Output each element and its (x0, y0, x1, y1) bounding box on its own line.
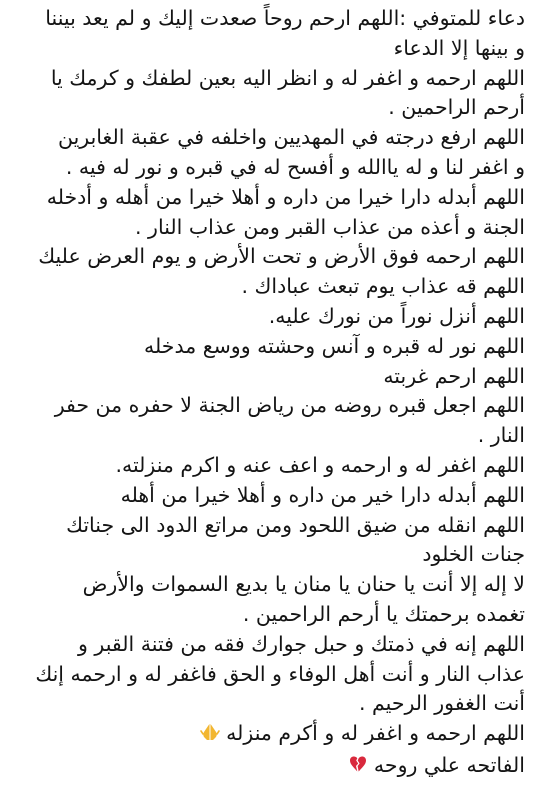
prayer-line: اللهم أبدله دارا خير من داره و أهلا خيرا من أهله (120, 482, 525, 507)
prayer-paragraph (8, 242, 525, 302)
prayer-paragraph (8, 4, 525, 64)
prayer-paragraph (8, 183, 525, 243)
prayer-line: اللهم اغفر له و ارحمه و اعف عنه و اكرم منزلته. (115, 452, 525, 477)
prayer-line: أرحم الراحمين . (388, 95, 525, 120)
prayer-line: الجنة و أعذه من عذاب القبر ومن عذاب النار . (135, 214, 525, 239)
prayer-line: اللهم انقله من ضيق اللحود ومن مراتع الدود الى جناتك (66, 512, 525, 537)
prayer-line: اللهم ارحم غربته (383, 363, 525, 388)
prayer-line (8, 751, 525, 783)
prayer-paragraph (8, 751, 525, 783)
prayer-paragraph (8, 123, 525, 183)
prayer-paragraph (8, 332, 525, 362)
prayer-line: و اغفر لنا و له ياالله و أفسح له في قبره و نور له فيه . (65, 154, 525, 179)
prayer-line: تغمده برحمتك يا أرحم الراحمين . (242, 601, 525, 626)
prayer-text (8, 4, 525, 783)
prayer-paragraph (8, 362, 525, 392)
prayer-paragraph (8, 719, 525, 751)
prayer-line: لا إله إلا أنت يا حنان يا منان يا بديع السموات والأرض (82, 572, 525, 597)
prayer-line: أنت الغفور الرحيم . (358, 691, 525, 716)
prayer-line: اللهم ارحمه و اغفر له و انظر اليه بعين لطفك و كرمك يا (50, 65, 525, 90)
prayer-paragraph (8, 64, 525, 124)
prayer-line-text: اللهم ارحمه و اغفر له و أكرم منزله (226, 721, 525, 746)
prayer-line: اللهم أنزل نوراً من نورك عليه. (268, 303, 525, 328)
praying-hands-icon (200, 721, 220, 751)
prayer-line: اللهم ارحمه فوق الأرض و تحت الأرض و يوم العرض عليك (38, 244, 525, 269)
prayer-paragraph (8, 630, 525, 719)
broken-heart-icon (348, 753, 368, 783)
prayer-paragraph (8, 302, 525, 332)
prayer-paragraph (8, 570, 525, 630)
prayer-line (8, 719, 525, 751)
prayer-paragraph (8, 451, 525, 481)
prayer-line: اللهم إنه في ذمتك و حبل جوارك فقه من فتنة القبر و (77, 631, 525, 656)
prayer-line: اللهم قه عذاب يوم تبعث عباداك . (241, 274, 525, 299)
prayer-line: دعاء للمتوفي :اللهم ارحم روحاً صعدت إليك و لم يعد بيننا (45, 6, 525, 30)
prayer-paragraph (8, 511, 525, 571)
prayer-line: اللهم أبدله دارا خيرا من داره و أهلا خيرا من أهله و أدخله (46, 184, 525, 209)
prayer-line: جنات الخلود (422, 542, 525, 567)
prayer-line: و بينها إلا الدعاء (393, 35, 525, 60)
prayer-paragraph (8, 481, 525, 511)
prayer-line-text: الفاتحه علي روحه (373, 752, 525, 777)
prayer-line: النار . (477, 423, 525, 448)
prayer-line: اللهم ارفع درجته في المهديين واخلفه في عقبة الغابرين (57, 125, 525, 150)
prayer-line: عذاب النار و أنت أهل الوفاء و الحق فاغفر له و ارحمه إنك (35, 661, 525, 686)
prayer-line: اللهم نور له قبره و آنس وحشته ووسع مدخله (144, 333, 525, 358)
prayer-paragraph (8, 391, 525, 451)
prayer-line: اللهم اجعل قبره روضه من رياض الجنة لا حفره من حفر (54, 393, 525, 418)
